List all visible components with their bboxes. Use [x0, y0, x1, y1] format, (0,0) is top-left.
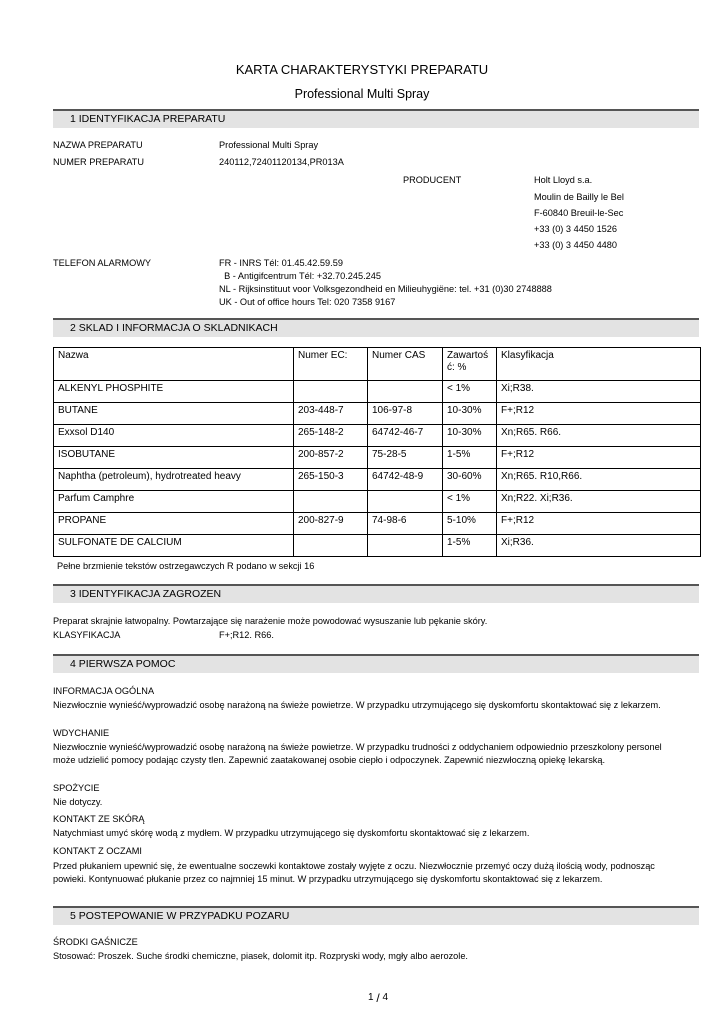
table-cell: 265-148-2	[294, 425, 368, 447]
table-cell: Naphtha (petroleum), hydrotreated heavy	[54, 469, 294, 491]
section-2-heading: 2 SKLAD I INFORMACJA O SKLADNIKACH	[70, 322, 278, 334]
table-cell: ISOBUTANE	[54, 447, 294, 469]
table-cell: 64742-46-7	[368, 425, 443, 447]
product-number-value: 240112,72401120134,PR013A	[219, 157, 344, 167]
eye-contact-text: Przed płukaniem upewnić się, że ewentualne soczewki kontaktowe zostały wyjęte z oczu. Niezwłocznie przemyć oczy dużą ilością wody, podnosząc powieki. Kontynuować płukanie przez co najmniej 15 minut. W przypadku utrzymującego się dyskomfortu skontaktować się z lekarzem.	[53, 861, 655, 885]
column-header: Numer CAS	[368, 348, 443, 381]
table-cell: < 1%	[443, 491, 497, 513]
table-cell: Xi;R36.	[497, 535, 701, 557]
table-cell	[294, 535, 368, 557]
table-cell: BUTANE	[54, 403, 294, 425]
skin-contact-text: Natychmiast umyć skórę wodą z mydłem. W przypadku utrzymującego się dyskomfortu skontaktować się z lekarzem.	[53, 828, 530, 838]
section-3-heading: 3 IDENTYFIKACJA ZAGROZEN	[70, 588, 222, 600]
table-cell: 75-28-5	[368, 447, 443, 469]
inhalation-label: WDYCHANIE	[53, 728, 110, 738]
section-5-heading: 5 POSTEPOWANIE W PRZYPADKU POZARU	[70, 910, 290, 922]
table-cell: 1-5%	[443, 535, 497, 557]
section-4-header	[53, 654, 699, 673]
product-name-value: Professional Multi Spray	[219, 140, 319, 150]
producer-line: +33 (0) 3 4450 1526	[534, 224, 618, 234]
general-info-label: INFORMACJA OGÓLNA	[53, 686, 155, 696]
table-header-row	[54, 348, 701, 381]
column-header: Nazwa	[54, 348, 294, 381]
classification-value: F+;R12. R66.	[219, 630, 274, 640]
ingestion-text: Nie dotyczy.	[53, 797, 103, 807]
table-cell: PROPANE	[54, 513, 294, 535]
page-total: 4	[382, 992, 389, 1003]
inhalation-text: Niezwłocznie wynieść/wyprowadzić osobę narażoną na świeże powietrze. W przypadku trudności z oddychaniem odpowiednio przeszkolony personel może udzielić pomocy podając czysty tlen. Zapewnić zaatakowanej osobie ciepło i odpoczynek. Zapewnić niezwłoczną opiekę lekarską.	[53, 742, 662, 766]
page-number	[368, 989, 388, 1003]
skin-contact-label: KONTAKT ZE SKÓRĄ	[53, 814, 145, 824]
ingestion-label: SPOŻYCIE	[53, 783, 100, 793]
table-cell: SULFONATE DE CALCIUM	[54, 535, 294, 557]
hazard-description: Preparat skrajnie łatwopalny. Powtarzające się narażenie może powodować wysuszanie lub pękanie skóry.	[53, 616, 488, 626]
table-cell	[368, 381, 443, 403]
table-cell: 200-827-9	[294, 513, 368, 535]
column-header: Numer EC:	[294, 348, 368, 381]
table-cell: Xn;R22. Xi;R36.	[497, 491, 701, 513]
table-row	[54, 403, 701, 425]
table-cell: F+;R12	[497, 513, 701, 535]
eye-contact-label: KONTAKT Z OCZAMI	[53, 846, 142, 856]
table-cell: Parfum Camphre	[54, 491, 294, 513]
table-row	[54, 447, 701, 469]
composition-table	[53, 347, 701, 557]
table-cell: ALKENYL PHOSPHITE	[54, 381, 294, 403]
column-header: Klasyfikacja	[497, 348, 701, 381]
extinguishing-media-text: Stosować: Proszek. Suche środki chemiczne, piasek, dolomit itp. Rozpryski wody, mgły albo aerozole.	[53, 951, 468, 961]
table-cell: 10-30%	[443, 403, 497, 425]
table-row	[54, 513, 701, 535]
extinguishing-media-label: ŚRODKI GAŚNICZE	[53, 937, 138, 947]
table-cell: 74-98-6	[368, 513, 443, 535]
table-cell: Xi;R38.	[497, 381, 701, 403]
table-cell: 10-30%	[443, 425, 497, 447]
producer-line: Moulin de Bailly le Bel	[534, 192, 624, 202]
emergency-phone-line: B - Antigifcentrum Tél: +32.70.245.245	[219, 271, 381, 281]
table-cell: Xn;R65. R10,R66.	[497, 469, 701, 491]
section-3-header	[53, 584, 699, 603]
column-header: Zawartoś ć: %	[443, 348, 497, 381]
table-cell: Exxsol D140	[54, 425, 294, 447]
emergency-phone-line: NL - Rijksinstituut voor Volksgezondheid en Milieuhygiëne: tel. +31 (0)30 2748888	[219, 284, 552, 294]
table-cell: 30-60%	[443, 469, 497, 491]
table-cell: 106-97-8	[368, 403, 443, 425]
table-cell: 203-448-7	[294, 403, 368, 425]
table-cell	[294, 491, 368, 513]
producer-label: PRODUCENT	[403, 175, 462, 185]
section-1-heading: 1 IDENTYFIKACJA PREPARATU	[70, 113, 226, 125]
table-cell: 64742-48-9	[368, 469, 443, 491]
table-cell: F+;R12	[497, 403, 701, 425]
product-number-label: NUMER PREPARATU	[53, 157, 145, 167]
section-4-heading: 4 PIERWSZA POMOC	[70, 658, 176, 670]
page-current: 1	[368, 992, 374, 1003]
classification-label: KLASYFIKACJA	[53, 630, 121, 640]
product-name-label: NAZWA PREPARATU	[53, 140, 143, 150]
table-row	[54, 535, 701, 557]
section-2-header	[53, 318, 699, 337]
emergency-phone-label: TELEFON ALARMOWY	[53, 258, 152, 268]
emergency-phone-line: FR - INRS Tél: 01.45.42.59.59	[219, 258, 343, 268]
emergency-phone-line: UK - Out of office hours Tel: 020 7358 9167	[219, 297, 396, 307]
table-row	[54, 491, 701, 513]
producer-line: +33 (0) 3 4450 4480	[534, 240, 618, 250]
table-cell	[368, 491, 443, 513]
table-row	[54, 469, 701, 491]
table-cell: Xn;R65. R66.	[497, 425, 701, 447]
section-1-header	[53, 109, 699, 128]
general-info-text: Niezwłocznie wynieść/wyprowadzić osobę narażoną na świeże powietrze. W przypadku utrzymującego się dyskomfortu skontaktować się z lekarzem.	[53, 700, 661, 710]
table-cell: < 1%	[443, 381, 497, 403]
section-5-header	[53, 906, 699, 925]
table-row	[54, 425, 701, 447]
table-cell: 1-5%	[443, 447, 497, 469]
document-title: KARTA CHARAKTERYSTYKI PREPARATU	[235, 62, 489, 77]
table-row	[54, 381, 701, 403]
table-cell	[294, 381, 368, 403]
table-cell	[368, 535, 443, 557]
r-phrases-note: Pełne brzmienie tekstów ostrzegawczych R podano w sekcji 16	[57, 561, 315, 571]
producer-line: F-60840 Breuil-le-Sec	[534, 208, 624, 218]
table-cell: 5-10%	[443, 513, 497, 535]
table-cell: 265-150-3	[294, 469, 368, 491]
table-cell: F+;R12	[497, 447, 701, 469]
table-cell: 200-857-2	[294, 447, 368, 469]
document-subtitle: Professional Multi Spray	[294, 87, 430, 101]
producer-line: Holt Lloyd s.a.	[534, 175, 593, 185]
page-separator: /	[376, 991, 380, 1005]
